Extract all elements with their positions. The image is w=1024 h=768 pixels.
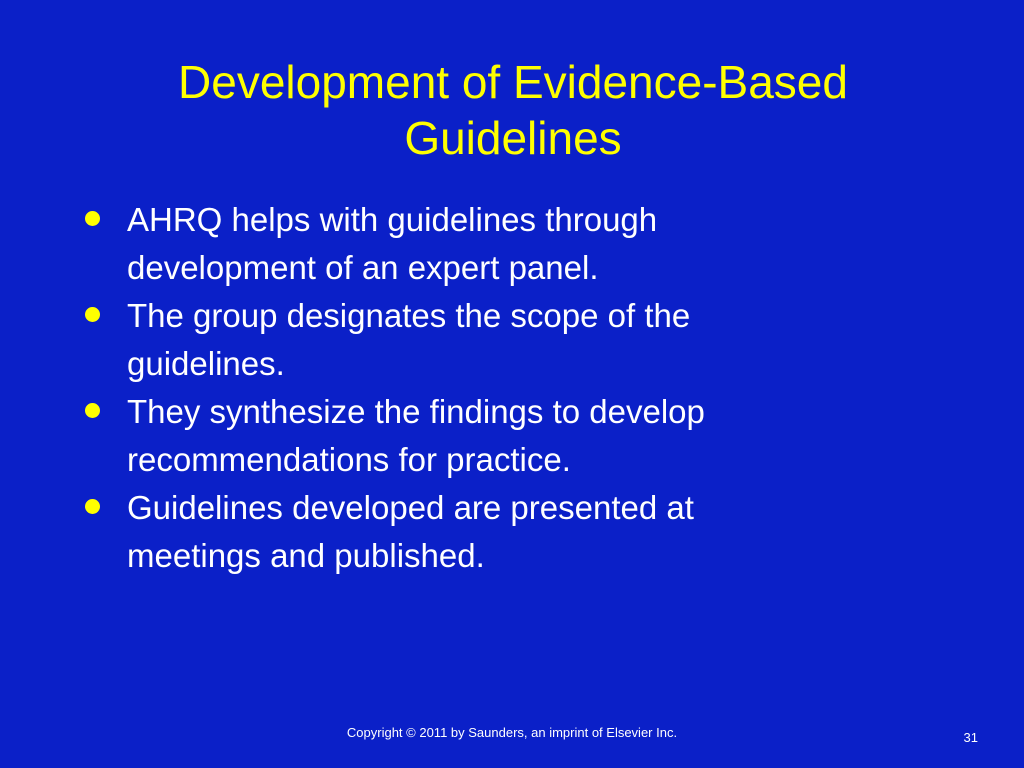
bullet-text-line-1: They synthesize the findings to develop	[127, 393, 705, 430]
slide-page-number: 31	[963, 730, 978, 745]
bullet-icon	[85, 307, 100, 322]
copyright-footer: Copyright © 2011 by Saunders, an imprint of Elsevier Inc.	[346, 725, 678, 740]
bullet-icon	[85, 403, 100, 418]
bullet-item	[85, 196, 945, 292]
bullet-icon	[85, 499, 100, 514]
bullet-icon	[85, 211, 100, 226]
bullet-text-line-2: guidelines.	[127, 345, 285, 382]
slide-title-line-1: Development of Evidence-Based	[178, 56, 848, 108]
bullet-item	[85, 484, 945, 580]
slide-title-line-2: Guidelines	[404, 112, 622, 164]
bullet-text-line-1: The group designates the scope of the	[127, 297, 691, 334]
bullet-text-line-1: Guidelines developed are presented at	[127, 489, 694, 526]
bullet-text-line-2: meetings and published.	[127, 537, 485, 574]
bullet-text-line-2: development of an expert panel.	[127, 249, 599, 286]
bullet-list	[85, 196, 945, 580]
bullet-item	[85, 388, 945, 484]
bullet-item	[85, 292, 945, 388]
bullet-text-line-2: recommendations for practice.	[127, 441, 571, 478]
bullet-text-line-1: AHRQ helps with guidelines through	[127, 201, 658, 238]
slide-title	[90, 54, 936, 166]
